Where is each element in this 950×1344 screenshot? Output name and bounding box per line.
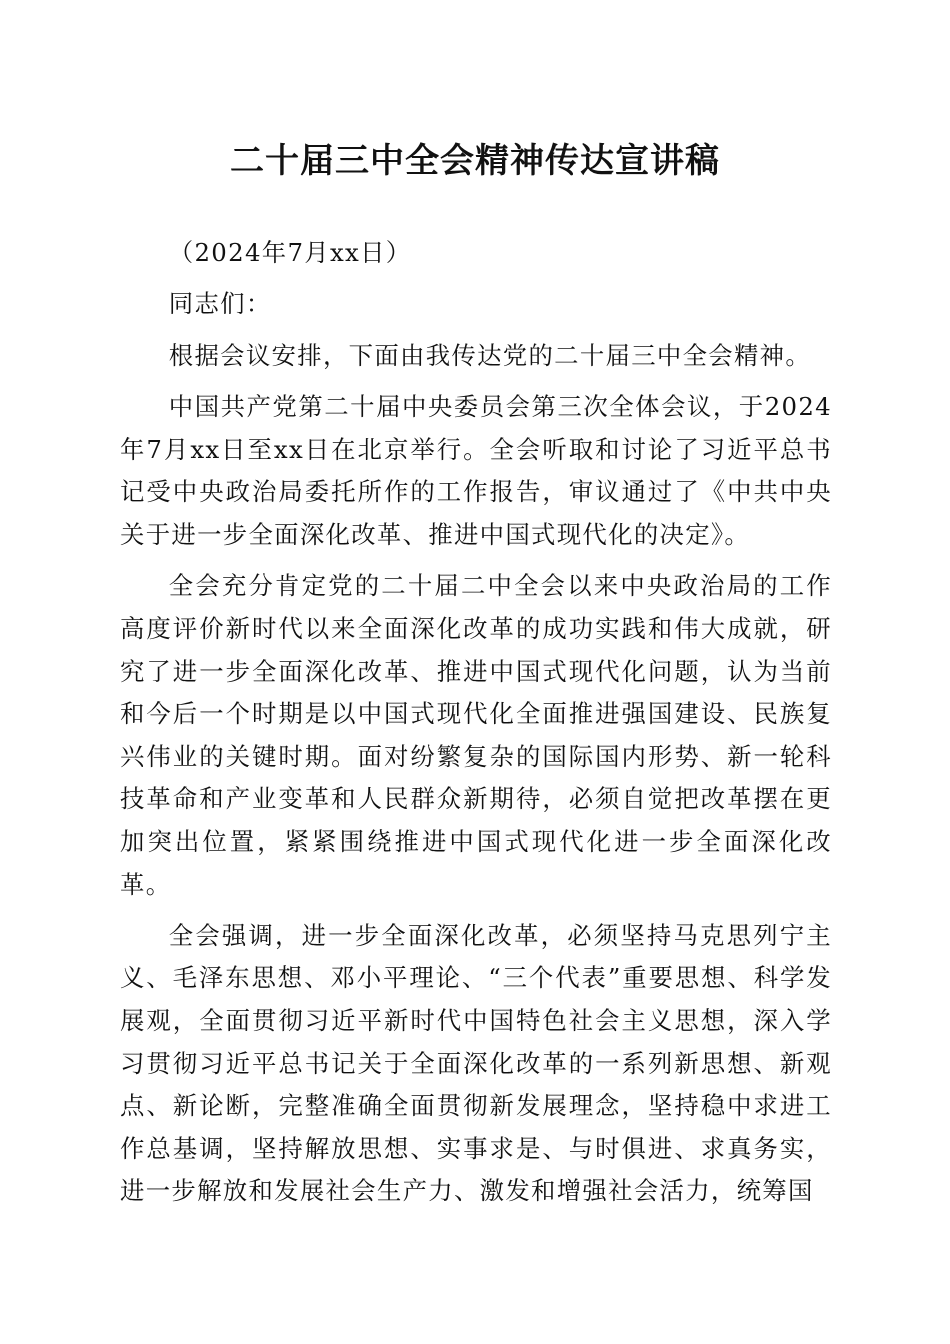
salutation: 同志们： [168, 289, 272, 319]
body-paragraph: 根据会议安排，下面由我传达党的二十届三中全会精神。 [168, 340, 812, 370]
date-line: （2024年7月xx日） [168, 238, 412, 267]
body-paragraph: 中国共产党第二十届中央委员会第三次全体会议，于2024年7月xx日至xx日在北京举行。全会听取和讨论了习近平总书记受中央政治局委托所作的工作报告，审议通过了《中共中央关于进一步全面深化改革、推进中国式现代化的决定》。 [120, 392, 832, 549]
document-title: 二十届三中全会精神传达宣讲稿 [230, 141, 720, 181]
document-body [120, 232, 832, 1213]
body-paragraph: 全会充分肯定党的二十届二中全会以来中央政治局的工作高度评价新时代以来全面深化改革的成功实践和伟大成就，研究了进一步全面深化改革、推进中国式现代化问题，认为当前和今后一个时期是以中国式现代化全面推进强国建设、民族复兴伟业的关键时期。面对纷繁复杂的国际国内形势、新一轮科技革命和产业变革和人民群众新期待，必须自觉把改革摆在更加突出位置，紧紧围绕推进中国式现代化进一步全面深化改革。 [120, 571, 832, 899]
body-paragraph: 全会强调，进一步全面深化改革，必须坚持马克思列宁主义、毛泽东思想、邓小平理论、“三个代表”重要思想、科学发展观，全面贯彻习近平新时代中国特色社会主义思想，深入学习贯彻习近平总书记关于全面深化改革的一系列新思想、新观点、新论断，完整准确全面贯彻新发展理念，坚持稳中求进工作总基调，坚持解放思想、实事求是、与时俱进、求真务实，进一步解放和发展社会生产力、激发和增强社会活力，统筹国 [120, 920, 832, 1206]
